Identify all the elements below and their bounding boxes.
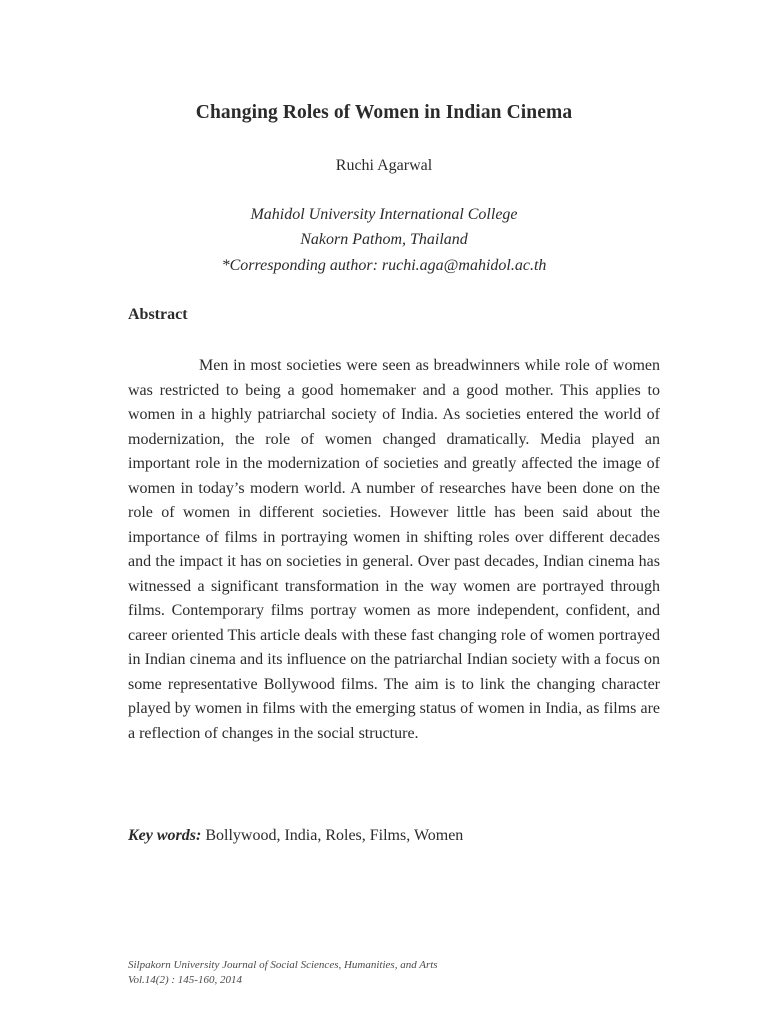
keywords (128, 827, 463, 845)
author-name: Ruchi Agarwal (335, 157, 433, 174)
journal-name: Silpakorn University Journal of Social Sciences, Humanities, and Arts (128, 959, 438, 971)
abstract-heading: Abstract (128, 306, 188, 323)
abstract-body: Men in most societies were seen as breadwinners while role of women was restricted to being a good homemaker and a good mother. This applies to women in a highly patriarchal society of India. As societies entered the world of modernization, the role of women changed dramatically. Media played an important role in the modernization of societies and greatly affected the image of women in today’s modern world. A number of researches have been done on the role of women in different societies. However little has been said about the importance of films in portraying women in shifting roles over different decades and the impact it has on societies in general. Over past decades, Indian cinema has witnessed a significant transformation in the way women are portrayed through films. Contemporary films portray women as more independent, confident, and career oriented This article deals with these fast changing role of women portrayed in Indian cinema and its influence on the patriarchal Indian society with a focus on some representative Bollywood films. The aim is to link the changing character played by women in films with the emerging status of women in India, as films are a reflection of changes in the social structure. (128, 357, 660, 742)
affiliation-location: Nakorn Pathom, Thailand (300, 231, 468, 248)
affiliation-institution: Mahidol University International College (250, 206, 518, 223)
keywords-label: Key words: (128, 827, 202, 844)
corresponding-author: *Corresponding author: ruchi.aga@mahidol.ac.th (221, 257, 547, 274)
journal-volume: Vol.14(2) : 145-160, 2014 (128, 974, 242, 986)
paper-title: Changing Roles of Women in Indian Cinema (195, 102, 573, 123)
keywords-list: Bollywood, India, Roles, Films, Women (201, 827, 464, 844)
